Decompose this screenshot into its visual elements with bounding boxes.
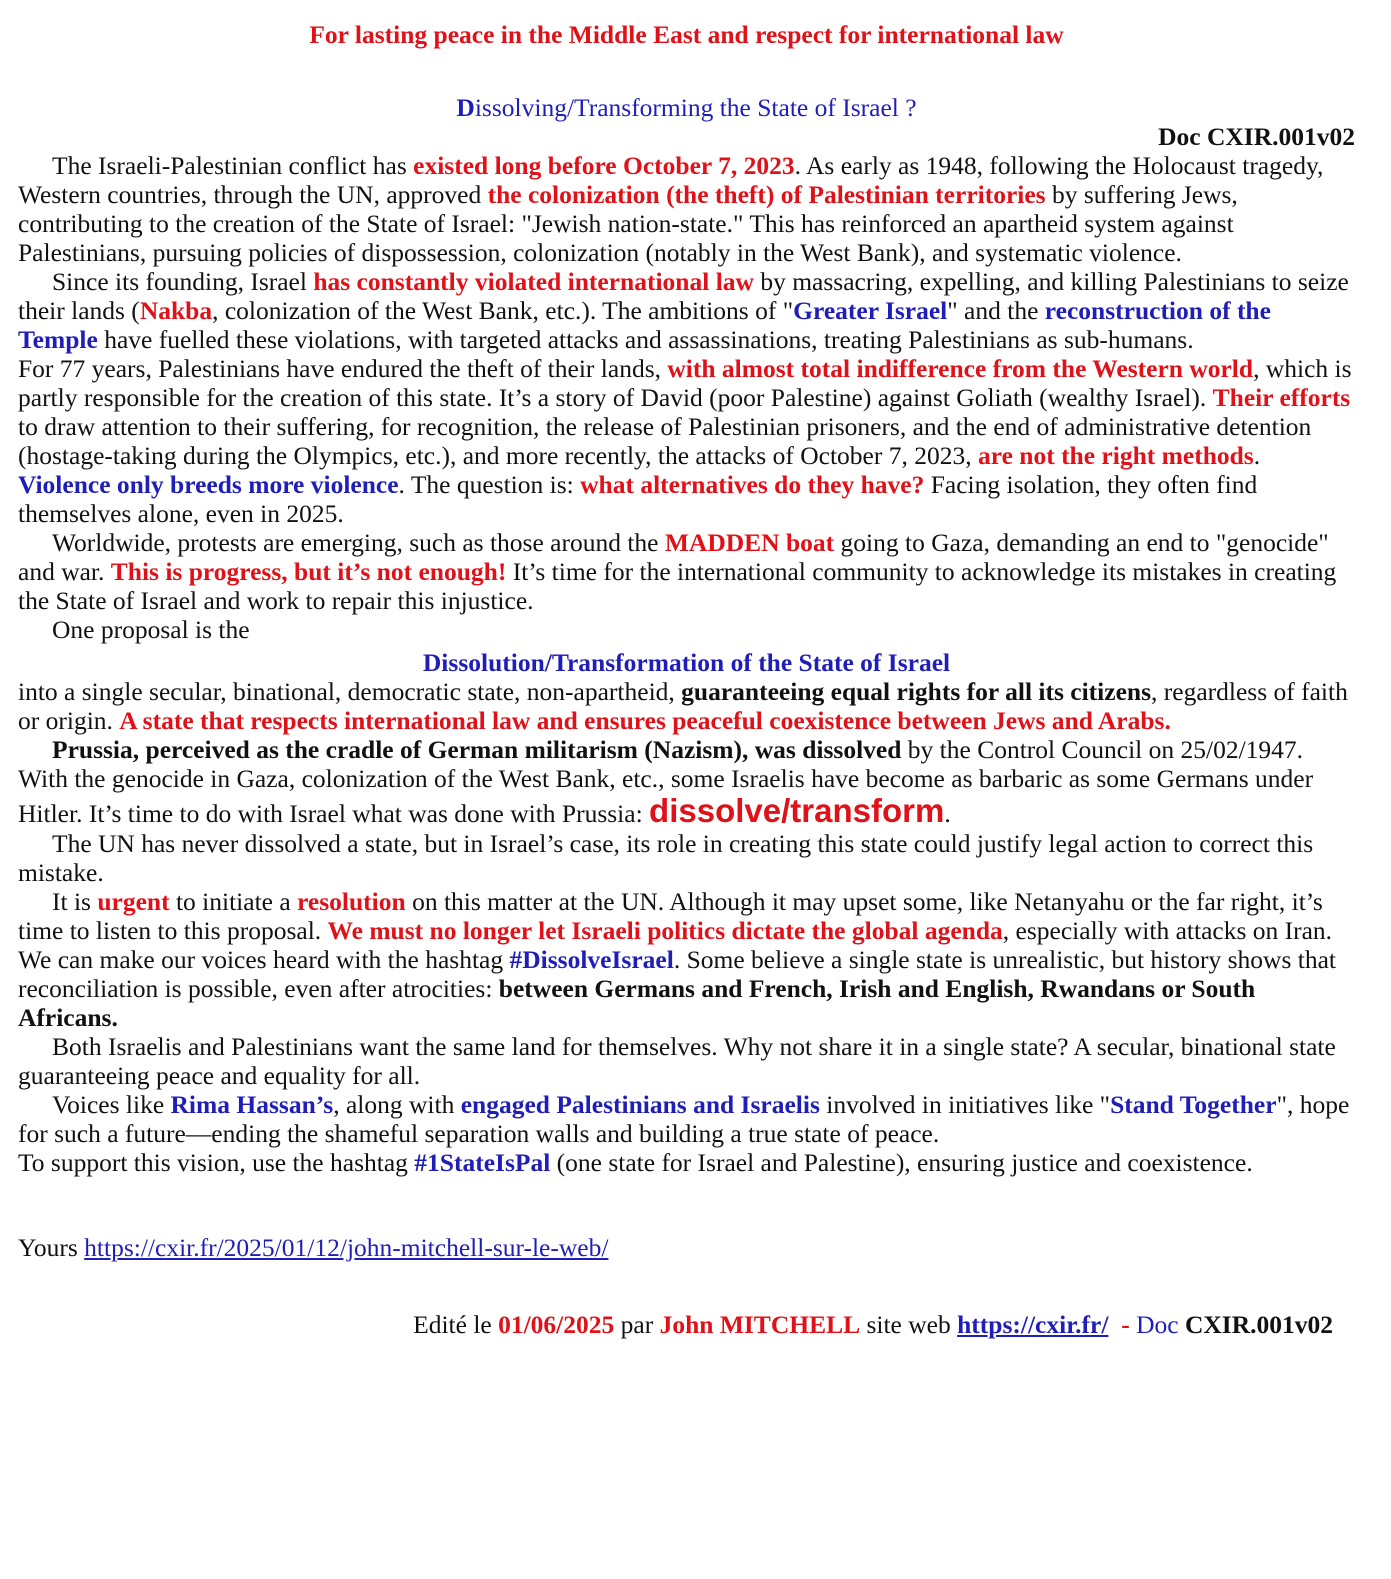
signature-line bbox=[18, 1233, 1355, 1262]
text-run: This is progress, but it’s not enough! bbox=[110, 557, 507, 586]
paragraph-77-years bbox=[18, 354, 1358, 528]
paragraph-voices bbox=[18, 1090, 1355, 1148]
text-run: For lasting peace in the Middle East and respect for international law bbox=[309, 20, 1064, 49]
text-run: - bbox=[1108, 1310, 1137, 1339]
text-run: dissolve/transform bbox=[649, 792, 945, 829]
text-run: (one state for Israel and Palestine), ensuring justice and coexistence. bbox=[550, 1148, 1253, 1177]
text-run: on this matter at the UN. Although it may upset some, like Netanyahu or the far right, it’s time to listen to this proposal. bbox=[18, 887, 1330, 945]
text-run: has constantly violated international law bbox=[313, 267, 754, 296]
text-run: urgent bbox=[97, 887, 170, 916]
text-run: Rima Hassan’s bbox=[170, 1090, 334, 1119]
document-subtitle bbox=[18, 93, 1355, 122]
doc-reference bbox=[18, 122, 1355, 151]
footer-site-link[interactable]: https://cxir.fr/ bbox=[957, 1310, 1109, 1339]
text-run: Worldwide, protests are emerging, such as those around the bbox=[52, 528, 665, 557]
text-run: For 77 years, Palestinians have endured the theft of their lands, bbox=[18, 354, 668, 383]
text-run: CXIR.001v02 bbox=[1184, 1310, 1333, 1339]
paragraph-urgent-resolution bbox=[18, 887, 1355, 945]
text-run: Yours bbox=[18, 1233, 85, 1262]
text-run: engaged Palestinians and Israelis bbox=[460, 1090, 820, 1119]
text-run: existed long before October 7, 2023 bbox=[413, 151, 795, 180]
paragraph-hashtag-1state bbox=[18, 1148, 1355, 1177]
text-run: Doc bbox=[1136, 1310, 1185, 1339]
text-run: Prussia, perceived as the cradle of German militarism (Nazism), was dissolved bbox=[52, 735, 902, 764]
paragraph-share-land bbox=[18, 1032, 1355, 1090]
text-run: To support this vision, use the hashtag bbox=[18, 1148, 415, 1177]
text-run: . bbox=[944, 799, 951, 828]
text-run: have fuelled these violations, with targeted attacks and assassinations, treating Palestinians as sub-humans. bbox=[97, 325, 1194, 354]
text-run: the colonization (the theft) of Palestinian territories bbox=[487, 180, 1046, 209]
proposal-heading bbox=[18, 648, 1355, 677]
text-run: involved in initiatives like " bbox=[819, 1090, 1111, 1119]
text-run: A state that respects international law and ensures peaceful coexistence between Jews and Arabs. bbox=[119, 706, 1171, 735]
paragraph-violations bbox=[18, 267, 1355, 354]
text-run: We can make our voices heard with the hashtag bbox=[18, 945, 510, 974]
text-run: Their efforts bbox=[1212, 383, 1351, 412]
text-run: . The question is: bbox=[398, 470, 581, 499]
text-run: , especially with attacks on Iran. bbox=[1002, 916, 1333, 945]
text-run: , along with bbox=[333, 1090, 461, 1119]
text-run: 01/06/2025 bbox=[498, 1310, 615, 1339]
text-run: Edité le bbox=[413, 1310, 499, 1339]
text-run: " and the bbox=[947, 296, 1045, 325]
text-run: Facing isolation, they often find themselves alone, even in 2025. bbox=[18, 470, 1264, 528]
text-run: John MITCHELL bbox=[659, 1310, 861, 1339]
text-run: , regardless of faith or origin. bbox=[18, 677, 1355, 735]
text-run: #1StateIsPal bbox=[414, 1148, 551, 1177]
footer-edition-line bbox=[18, 1310, 1355, 1339]
text-run: . As early as 1948, following the Holocaust tragedy, Western countries, through the UN, approved bbox=[18, 151, 1330, 209]
text-run: going to Gaza, demanding an end to "genocide" and war. bbox=[18, 528, 1336, 586]
paragraph-prussia bbox=[18, 735, 1355, 829]
text-run: , which is partly responsible for the creation of this state. It’s a story of David (poor Palestine) against Goliath (wealthy Israel). bbox=[18, 354, 1358, 412]
text-run: what alternatives do they have? bbox=[580, 470, 925, 499]
paragraph-conflict-origin bbox=[18, 151, 1355, 267]
text-run: It is bbox=[52, 887, 98, 916]
text-run: to draw attention to their suffering, for recognition, the release of Palestinian prisoners, and the end of administrative detention (hostage-taking during the Olympics, etc.), and more recently, the attacks of October 7, 2023, bbox=[18, 383, 1357, 470]
text-run: by suffering Jews, contributing to the creation of the State of Israel: "Jewish nation-state." This has reinforced an apartheid system against Palestinians, pursuing policies of dispossession, colonization (notably in the West Bank), and systematic violence. bbox=[18, 180, 1245, 267]
text-run: into a single secular, binational, democratic state, non-apartheid, bbox=[18, 677, 682, 706]
paragraph-single-state bbox=[18, 677, 1355, 735]
text-run: , colonization of the West Bank, etc.). The ambitions of " bbox=[212, 296, 794, 325]
paragraph-un-role bbox=[18, 829, 1355, 887]
text-run: ", hope for such a future—ending the shameful separation walls and building a true state of peace. bbox=[18, 1090, 1356, 1148]
text-run: . bbox=[1253, 441, 1267, 470]
text-run: #DissolveIsrael bbox=[509, 945, 674, 974]
text-run: MADDEN boat bbox=[664, 528, 835, 557]
text-run: It’s time for the international community to acknowledge its mistakes in creating the State of Israel and work to repair this injustice. bbox=[18, 557, 1343, 615]
text-run: par bbox=[614, 1310, 660, 1339]
text-run: The Israeli-Palestinian conflict has bbox=[52, 151, 414, 180]
text-run: Greater Israel bbox=[793, 296, 948, 325]
text-run: Since its founding, Israel bbox=[52, 267, 314, 296]
text-run: We must no longer let Israeli politics dictate the global agenda bbox=[327, 916, 1003, 945]
text-run: with almost total indifference from the Western world bbox=[667, 354, 1254, 383]
text-run: . Some believe a single state is unrealistic, but history shows that reconciliation is possible, even after atrocities: bbox=[18, 945, 1343, 1003]
text-run: Voices like bbox=[52, 1090, 171, 1119]
text-run: to initiate a bbox=[169, 887, 298, 916]
text-run: Stand Together bbox=[1110, 1090, 1277, 1119]
text-run: guaranteeing equal rights for all its citizens bbox=[681, 677, 1152, 706]
text-run: Violence only breeds more violence bbox=[18, 470, 399, 499]
paragraph-proposal-lead bbox=[18, 615, 1355, 644]
paragraph-protests bbox=[18, 528, 1355, 615]
paragraph-hashtag-dissolve bbox=[18, 945, 1355, 1032]
text-run: D bbox=[456, 93, 475, 122]
author-web-link[interactable]: https://cxir.fr/2025/01/12/john-mitchell-sur-le-web/ bbox=[84, 1233, 609, 1262]
text-run: site web bbox=[860, 1310, 958, 1339]
text-run: Nakba bbox=[139, 296, 213, 325]
text-run: are not the right methods bbox=[977, 441, 1254, 470]
text-run: reconstruction of the Temple bbox=[18, 296, 1277, 354]
text-run: between Germans and French, Irish and English, Rwandans or South Africans. bbox=[18, 974, 1261, 1032]
text-run: Doc CXIR.001v02 bbox=[1158, 122, 1355, 151]
text-run: The UN has never dissolved a state, but in Israel’s case, its role in creating this state could justify legal action to correct this mistake. bbox=[18, 829, 1320, 887]
text-run: Dissolution/Transformation of the State of Israel bbox=[422, 648, 951, 677]
text-run: resolution bbox=[297, 887, 406, 916]
text-run: by the Control Council on 25/02/1947. With the genocide in Gaza, colonization of the West Bank, etc., some Israelis have become as barbaric as some Germans under Hitler. It’s time to do with Israel what was done with Prussia: bbox=[18, 735, 1320, 828]
text-run: by massacring, expelling, and killing Palestinians to seize their lands ( bbox=[18, 267, 1356, 325]
text-run: Both Israelis and Palestinians want the same land for themselves. Why not share it in a single state? A secular, binational state guaranteeing peace and equality for all. bbox=[18, 1032, 1343, 1090]
page-title bbox=[18, 20, 1355, 49]
text-run: issolving/Transforming the State of Israel ? bbox=[474, 93, 917, 122]
text-run: One proposal is the bbox=[52, 615, 250, 644]
